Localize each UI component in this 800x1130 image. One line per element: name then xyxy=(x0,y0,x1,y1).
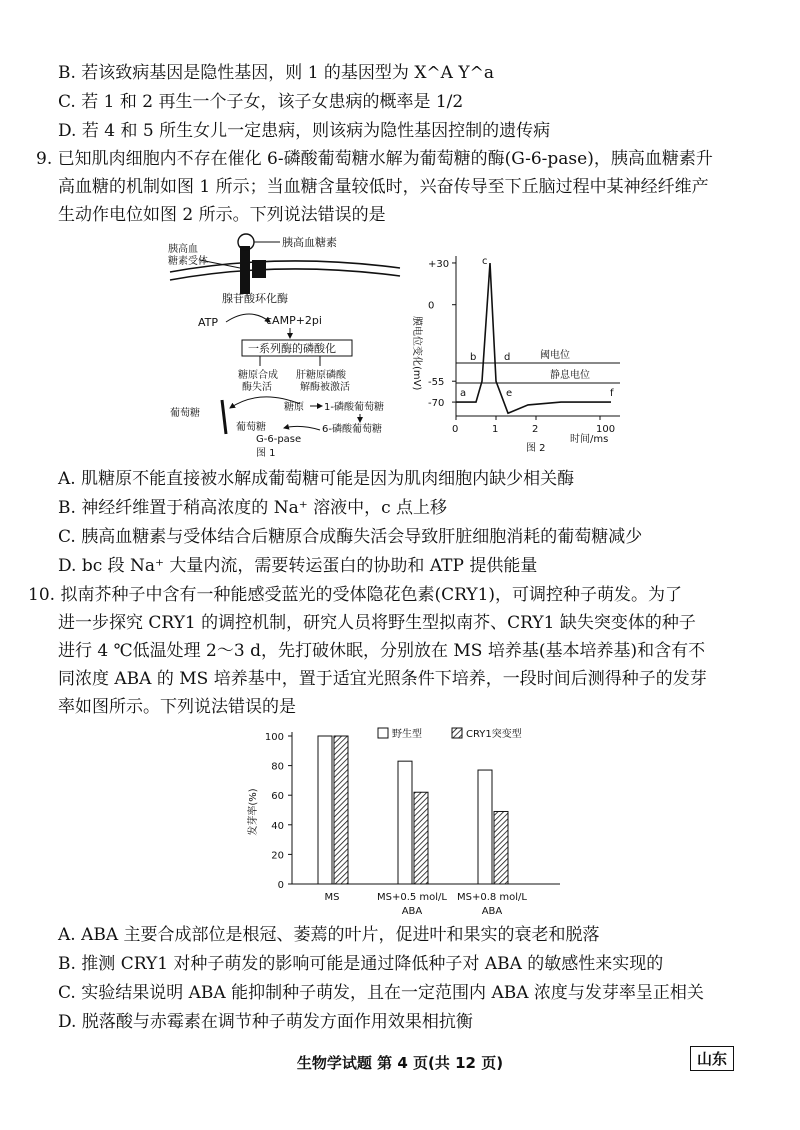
bar-ytick-label: 60 xyxy=(271,791,284,803)
legend-label-mutant: CRY1突变型 xyxy=(466,729,522,740)
q9-stem-line-1: 9. 已知肌肉细胞内不存在催化 6-磷酸葡萄糖水解为葡萄糖的酶(G-6-pase)，胰高血糖素升 xyxy=(36,149,713,169)
bar-category-label-2: ABA xyxy=(481,906,503,917)
adenylyl-cyclase-shape xyxy=(252,260,266,278)
fig2-xtick-label: 1 xyxy=(492,424,499,435)
bar-category-label: MS+0.8 mol/L xyxy=(456,892,528,903)
q10-option-d: D. 脱落酸与赤霉素在调节种子萌发方面作用效果相抗衡 xyxy=(58,1012,473,1032)
q10-option-b: B. 推测 CRY1 对种子萌发的影响可能是通过降低种子对 ABA 的敏感性来实现的 xyxy=(58,954,664,974)
point-b: b xyxy=(470,352,477,363)
bar-category-label: MS xyxy=(324,892,340,903)
bar-ylabel: 发芽率(%) xyxy=(248,788,259,836)
q9-stem-line-3: 生动作电位如图 2 所示。下列说法错误的是 xyxy=(58,205,386,225)
page-footer: 生物学试题 第 4 页(共 12 页) xyxy=(296,1054,504,1072)
bar-ytick-label: 40 xyxy=(271,820,284,832)
germination-bar-chart xyxy=(240,724,570,924)
point-c: c xyxy=(482,256,488,267)
fig2-xtick-label: 100 xyxy=(596,424,616,435)
receptor-shape xyxy=(240,246,250,294)
fig2-ylabel: 膜电位变化(mV) xyxy=(411,316,422,391)
figure-2-action-potential xyxy=(400,246,630,456)
rest-label: 静息电位 xyxy=(550,370,590,381)
action-potential-curve xyxy=(456,263,611,413)
fig2-xtick-label: 2 xyxy=(532,424,539,435)
fig2-ytick-label: -55 xyxy=(428,377,445,389)
label-glycogen: 糖原 xyxy=(284,402,304,413)
point-e: e xyxy=(506,388,513,399)
q9-option-c: C. 胰高血糖素与受体结合后糖原合成酶失活会导致肝脏细胞消耗的葡萄糖减少 xyxy=(58,527,643,547)
point-d: d xyxy=(504,352,511,363)
bar-ytick-label: 100 xyxy=(264,732,284,743)
fig2-xlabel: 时间/ms xyxy=(570,434,609,445)
label-cascade: 一系列酶的磷酸化 xyxy=(248,342,336,355)
bar-cry1-mutant xyxy=(494,811,508,884)
legend-swatch-mutant xyxy=(452,728,462,738)
label-g1p: 1-磷酸葡萄糖 xyxy=(324,402,384,413)
bar-category-label: MS+0.5 mol/L xyxy=(376,892,448,903)
q9-stem-line-2: 高血糖的机制如图 1 所示；当血糖含量较低时，兴奋传导至下丘脑过程中某神经纤维产 xyxy=(58,177,709,197)
bar-ytick-label: 0 xyxy=(277,880,284,891)
label-camp: cAMP+2pi xyxy=(266,314,322,327)
q10-stem-line-4: 同浓度 ABA 的 MS 培养基中，置于适宜光照条件下培养，一段时间后测得种子的发芽 xyxy=(58,669,707,689)
fig2-caption: 图 2 xyxy=(526,443,546,454)
label-synthase-1: 糖原合成 xyxy=(238,370,278,381)
bar-cry1-mutant xyxy=(414,792,428,884)
label-phosphorylase-2: 解酶被激活 xyxy=(300,382,350,393)
label-atp: ATP xyxy=(198,316,219,329)
q8-option-c: C. 若 1 和 2 再生一个子女，该子女患病的概率是 1/2 xyxy=(58,92,464,112)
q10-option-a: A. ABA 主要合成部位是根冠、萎蔫的叶片，促进叶和果实的衰老和脱落 xyxy=(58,925,600,945)
threshold-label: 阈电位 xyxy=(540,350,570,361)
point-f: f xyxy=(610,388,614,399)
bar-wild-type xyxy=(318,736,332,884)
q9-option-d: D. bc 段 Na⁺ 大量内流，需要转运蛋白的协助和 ATP 提供能量 xyxy=(58,556,538,576)
q8-option-b: B. 若该致病基因是隐性基因，则 1 的基因型为 X^A Y^a xyxy=(58,63,494,83)
label-g6p: 6-磷酸葡萄糖 xyxy=(322,424,382,435)
label-receptor-1: 胰高血 xyxy=(168,244,198,255)
legend-label-wild: 野生型 xyxy=(392,729,422,740)
bar-ytick-label: 20 xyxy=(271,850,284,862)
bar-cry1-mutant xyxy=(334,736,348,884)
legend-swatch-wild xyxy=(378,728,388,738)
bar-wild-type xyxy=(478,770,492,884)
fig2-ytick-label: +30 xyxy=(428,258,450,270)
q10-stem-line-1: 10. 拟南芥种子中含有一种能感受蓝光的受体隐花色素(CRY1)，可调控种子萌发。为了 xyxy=(28,585,683,605)
fig2-xtick-label: 0 xyxy=(452,424,459,435)
label-glucose-in: 葡萄糖 xyxy=(236,422,266,433)
label-adenylyl: 腺苷酸环化酶 xyxy=(222,292,288,305)
label-synthase-2: 酶失活 xyxy=(242,382,272,393)
q10-option-c: C. 实验结果说明 ABA 能抑制种子萌发，且在一定范围内 ABA 浓度与发芽率呈正相关 xyxy=(58,983,704,1003)
q10-stem-line-3: 进行 4 ℃低温处理 2～3 d，先打破休眠，分别放在 MS 培养基(基本培养基)和含有不 xyxy=(58,641,706,661)
q9-option-b: B. 神经纤维置于稍高浓度的 Na⁺ 溶液中，c 点上移 xyxy=(58,498,448,518)
bar-ytick-label: 80 xyxy=(271,761,284,773)
bar-wild-type xyxy=(398,761,412,884)
bar-category-label-2: ABA xyxy=(401,906,423,917)
label-g6pase: G-6-pase xyxy=(256,434,302,445)
q10-stem-line-5: 率如图所示。下列说法错误的是 xyxy=(58,697,296,717)
label-receptor-2: 糖素受体 xyxy=(168,256,208,267)
q8-option-d: D. 若 4 和 5 所生女儿一定患病，则该病为隐性基因控制的遗传病 xyxy=(58,121,551,141)
q10-stem-line-2: 进一步探究 CRY1 的调控机制，研究人员将野生型拟南芥、CRY1 缺失突变体的种子 xyxy=(58,613,696,633)
label-phosphorylase-1: 肝糖原磷酸 xyxy=(296,370,346,381)
fig2-ytick-label: -70 xyxy=(428,398,445,410)
label-glucagon: 胰高血糖素 xyxy=(282,236,337,249)
q9-option-a: A. 肌糖原不能直接被水解成葡萄糖可能是因为肌肉细胞内缺少相关酶 xyxy=(58,469,575,489)
region-badge: 山东 xyxy=(690,1046,734,1071)
point-a: a xyxy=(460,388,467,399)
figure-1-glucagon-pathway xyxy=(160,228,410,464)
label-glucose-out: 葡萄糖 xyxy=(170,408,200,419)
figure-1-caption: 图 1 xyxy=(256,448,276,459)
fig2-ytick-label: 0 xyxy=(428,300,435,312)
